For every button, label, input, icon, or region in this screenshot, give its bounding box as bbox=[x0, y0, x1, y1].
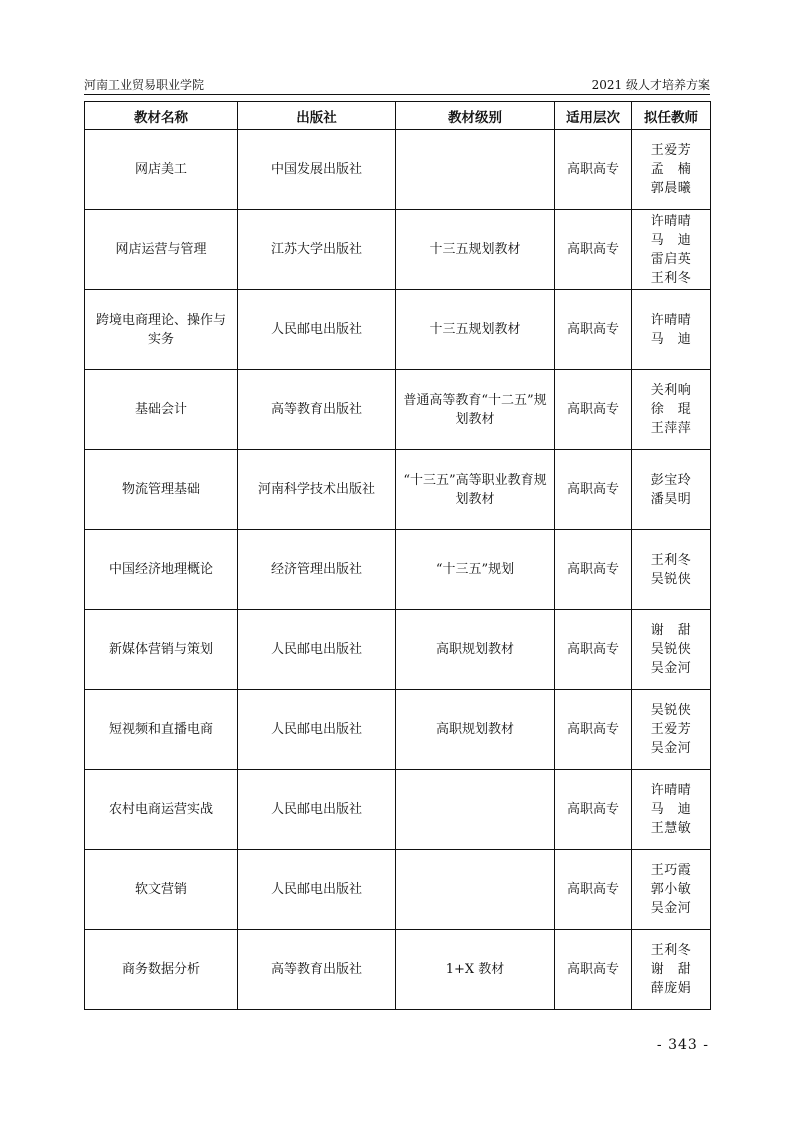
textbook-name: 物流管理基础 bbox=[85, 450, 238, 530]
textbook-name: 基础会计 bbox=[85, 370, 238, 450]
textbook-level: 普通高等教育“十二五”规划教材 bbox=[396, 370, 555, 450]
teacher-name: 孟 楠 bbox=[650, 162, 692, 177]
teacher-name: 谢 甜 bbox=[650, 962, 692, 977]
teacher-list bbox=[632, 370, 711, 450]
column-header-applicable-tier: 适用层次 bbox=[555, 102, 632, 130]
publisher: 人民邮电出版社 bbox=[238, 690, 396, 770]
textbook-level bbox=[396, 130, 555, 210]
publisher: 人民邮电出版社 bbox=[238, 290, 396, 370]
teacher-name: 王巧霞 bbox=[650, 863, 692, 878]
applicable-tier: 高职高专 bbox=[555, 450, 632, 530]
applicable-tier: 高职高专 bbox=[555, 930, 632, 1010]
table-row bbox=[85, 610, 711, 690]
applicable-tier: 高职高专 bbox=[555, 770, 632, 850]
textbook-level: 十三五规划教材 bbox=[396, 290, 555, 370]
column-header-textbook-name: 教材名称 bbox=[85, 102, 238, 130]
school-name: 河南工业贸易职业学院 bbox=[84, 78, 205, 92]
teacher-name: 郭晨曦 bbox=[650, 181, 692, 196]
column-header-publisher: 出版社 bbox=[238, 102, 396, 130]
column-header-textbook-level: 教材级别 bbox=[396, 102, 555, 130]
teacher-list bbox=[632, 850, 711, 930]
teacher-name: 吴金河 bbox=[650, 661, 692, 676]
applicable-tier: 高职高专 bbox=[555, 690, 632, 770]
page-header bbox=[84, 76, 710, 94]
textbook-level: 十三五规划教材 bbox=[396, 210, 555, 290]
teacher-name: 吴金河 bbox=[650, 901, 692, 916]
textbook-level: “十三五”规划 bbox=[396, 530, 555, 610]
teacher-name: 关利响 bbox=[650, 383, 692, 398]
table-row bbox=[85, 930, 711, 1010]
publisher: 高等教育出版社 bbox=[238, 930, 396, 1010]
applicable-tier: 高职高专 bbox=[555, 370, 632, 450]
teacher-name: 吴锐侠 bbox=[650, 571, 692, 587]
applicable-tier: 高职高专 bbox=[555, 850, 632, 930]
textbook-name: 农村电商运营实战 bbox=[85, 770, 238, 850]
table-row bbox=[85, 530, 711, 610]
table-row bbox=[85, 130, 711, 210]
teacher-name: 王萍萍 bbox=[650, 421, 692, 436]
textbook-level: 高职规划教材 bbox=[396, 610, 555, 690]
table-row bbox=[85, 770, 711, 850]
header-rule bbox=[84, 94, 710, 95]
table-row bbox=[85, 210, 711, 290]
textbook-name: 跨境电商理论、操作与实务 bbox=[85, 290, 238, 370]
textbook-level bbox=[396, 770, 555, 850]
plan-title: 2021 级人才培养方案 bbox=[591, 78, 710, 92]
teacher-name: 王爱芳 bbox=[650, 722, 692, 737]
textbook-name: 商务数据分析 bbox=[85, 930, 238, 1010]
textbook-level: 高职规划教材 bbox=[396, 690, 555, 770]
teacher-name: 薛庞娟 bbox=[650, 981, 692, 996]
teacher-name: 徐 琨 bbox=[650, 402, 692, 417]
publisher: 河南科学技术出版社 bbox=[238, 450, 396, 530]
table-row bbox=[85, 370, 711, 450]
teacher-name: 吴金河 bbox=[650, 741, 692, 756]
publisher: 人民邮电出版社 bbox=[238, 610, 396, 690]
applicable-tier: 高职高专 bbox=[555, 290, 632, 370]
teacher-name: 潘昊明 bbox=[650, 491, 692, 507]
textbook-name: 网店美工 bbox=[85, 130, 238, 210]
table-row bbox=[85, 850, 711, 930]
teacher-list bbox=[632, 530, 711, 610]
table-row bbox=[85, 690, 711, 770]
table-row bbox=[85, 450, 711, 530]
teacher-name: 王利冬 bbox=[650, 270, 692, 286]
publisher: 人民邮电出版社 bbox=[238, 850, 396, 930]
textbook-name: 新媒体营销与策划 bbox=[85, 610, 238, 690]
textbook-name: 网店运营与管理 bbox=[85, 210, 238, 290]
teacher-name: 马 迪 bbox=[650, 802, 692, 817]
column-header-teachers: 拟任教师 bbox=[632, 102, 711, 130]
table-row bbox=[85, 290, 711, 370]
teacher-name: 吴锐侠 bbox=[650, 642, 692, 657]
publisher: 中国发展出版社 bbox=[238, 130, 396, 210]
teacher-list bbox=[632, 690, 711, 770]
textbook-table bbox=[84, 101, 711, 1010]
teacher-name: 马 迪 bbox=[650, 232, 692, 248]
applicable-tier: 高职高专 bbox=[555, 130, 632, 210]
teacher-list bbox=[632, 130, 711, 210]
textbook-name: 短视频和直播电商 bbox=[85, 690, 238, 770]
textbook-level bbox=[396, 850, 555, 930]
teacher-name: 许晴晴 bbox=[650, 213, 692, 229]
teacher-name: 彭宝玲 bbox=[650, 472, 692, 488]
textbook-name: 中国经济地理概论 bbox=[85, 530, 238, 610]
applicable-tier: 高职高专 bbox=[555, 210, 632, 290]
teacher-name: 王利冬 bbox=[650, 552, 692, 568]
publisher: 高等教育出版社 bbox=[238, 370, 396, 450]
teacher-list bbox=[632, 450, 711, 530]
teacher-name: 谢 甜 bbox=[650, 623, 692, 638]
teacher-list bbox=[632, 290, 711, 370]
teacher-name: 雷启英 bbox=[650, 251, 692, 267]
publisher: 人民邮电出版社 bbox=[238, 770, 396, 850]
teacher-list bbox=[632, 770, 711, 850]
textbook-name: 软文营销 bbox=[85, 850, 238, 930]
applicable-tier: 高职高专 bbox=[555, 530, 632, 610]
teacher-name: 王慧敏 bbox=[650, 821, 692, 836]
publisher: 江苏大学出版社 bbox=[238, 210, 396, 290]
teacher-list bbox=[632, 610, 711, 690]
teacher-list bbox=[632, 930, 711, 1010]
textbook-level: 1+X 教材 bbox=[396, 930, 555, 1010]
teacher-name: 郭小敏 bbox=[650, 882, 692, 897]
teacher-list bbox=[632, 210, 711, 290]
teacher-name: 许晴晴 bbox=[650, 312, 692, 328]
teacher-name: 王利冬 bbox=[650, 943, 692, 958]
teacher-name: 许晴晴 bbox=[650, 783, 692, 798]
page-number: - 343 - bbox=[656, 1037, 709, 1053]
teacher-name: 马 迪 bbox=[650, 331, 692, 347]
applicable-tier: 高职高专 bbox=[555, 610, 632, 690]
publisher: 经济管理出版社 bbox=[238, 530, 396, 610]
textbook-level: “十三五”高等职业教育规划教材 bbox=[396, 450, 555, 530]
teacher-name: 王爱芳 bbox=[650, 143, 692, 158]
table-header-row bbox=[85, 102, 711, 130]
teacher-name: 吴锐侠 bbox=[650, 703, 692, 718]
